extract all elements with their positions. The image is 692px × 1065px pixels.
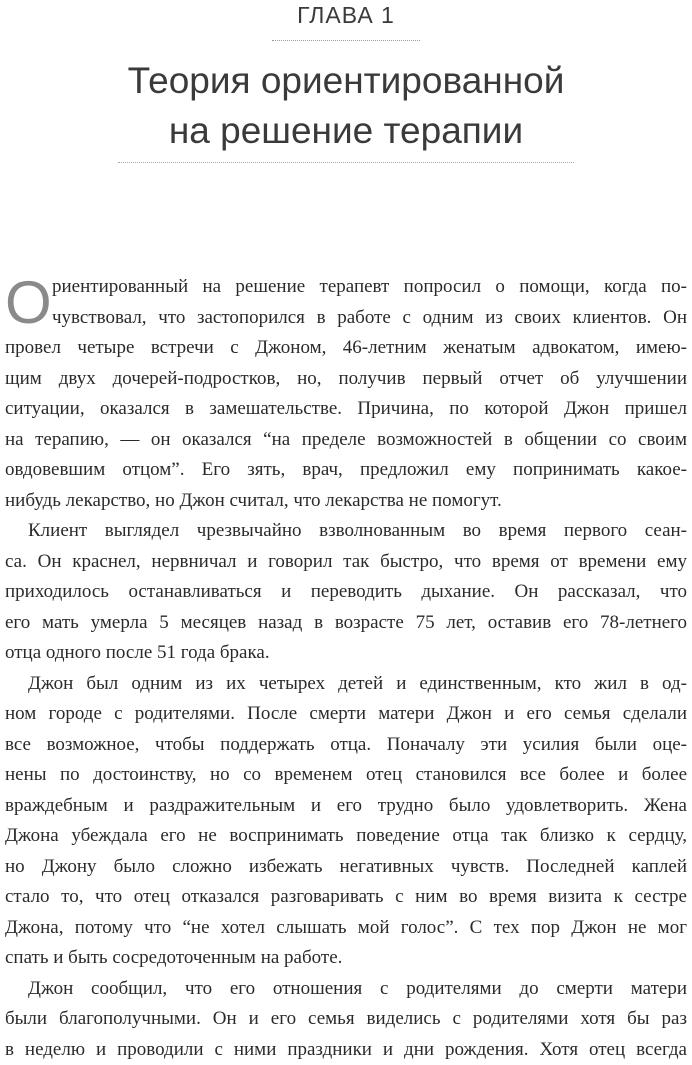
text-line: на терапию, — он оказался “на пределе возможностей в общении со своим	[0, 425, 692, 456]
text-line: овдовевшим отцом”. Его зять, врач, предложил ему попринимать какое-	[0, 455, 692, 486]
chapter-title-line-2: на решение терапии	[0, 106, 692, 156]
text-line: но Джону было сложно избежать негативных чувств. Последней каплей	[0, 852, 692, 883]
body-text	[0, 272, 692, 1065]
text-line: щим двух дочерей-подростков, но, получив первый отчет об улучшении	[0, 364, 692, 395]
text-line: Джон был одним из их четырех детей и единственным, кто жил в од-	[0, 669, 692, 700]
text-line: враждебным и раздражительным и его трудно было удовлетворить. Жена	[0, 791, 692, 822]
chapter-label-divider	[272, 40, 420, 41]
text-line: Джона, потому что “не хотел слышать мой голос”. С тех пор Джон не мог	[0, 913, 692, 944]
text-line: все возможное, чтобы поддержать отца. Поначалу эти усилия были оце-	[0, 730, 692, 761]
chapter-title	[0, 56, 692, 156]
text-line: отца одного после 51 года брака.	[0, 638, 692, 669]
drop-cap: О	[5, 274, 52, 332]
text-line: были благополучными. Он и его семья виделись с родителями хотя бы раз	[0, 1004, 692, 1035]
text-line: са. Он краснел, нервничал и говорил так быстро, что время от времени ему	[0, 547, 692, 578]
chapter-title-line-1: Теория ориентированной	[0, 56, 692, 106]
text-line: ситуации, оказался в замешательстве. Причина, по которой Джон пришел	[0, 394, 692, 425]
chapter-label: ГЛАВА 1	[0, 2, 692, 29]
text-line: нибудь лекарство, но Джон считал, что лекарства не помогут.	[0, 486, 692, 517]
text-line: его мать умерла 5 месяцев назад в возрасте 75 лет, оставив его 78-летнего	[0, 608, 692, 639]
text-line: в неделю и проводили с ними праздники и дни рождения. Хотя отец всегда	[0, 1035, 692, 1065]
text-line: Джона убеждала его не воспринимать поведение отца так близко к сердцу,	[0, 821, 692, 852]
text-line: риентированный на решение терапевт попросил о помощи, когда по-	[0, 272, 692, 303]
text-line: Джон сообщил, что его отношения с родителями до смерти матери	[0, 974, 692, 1005]
text-line: ном городе с родителями. После смерти матери Джон и его семья сделали	[0, 699, 692, 730]
text-line: нены по достоинству, но со временем отец становился все более и более	[0, 760, 692, 791]
paragraph-4	[0, 974, 692, 1065]
text-line: спать и быть сосредоточенным на работе.	[0, 943, 692, 974]
text-line: стало то, что отец отказался разговаривать с ним во время визита к сестре	[0, 882, 692, 913]
text-line: провел четыре встречи с Джоном, 46-летним женатым адвокатом, имею-	[0, 333, 692, 364]
paragraph-1	[0, 272, 692, 516]
paragraph-3	[0, 669, 692, 974]
text-line: приходилось останавливаться и переводить дыхание. Он рассказал, что	[0, 577, 692, 608]
text-line: Клиент выглядел чрезвычайно взволнованным во время первого сеан-	[0, 516, 692, 547]
paragraph-2	[0, 516, 692, 669]
chapter-title-divider	[118, 162, 574, 163]
text-line: чувствовал, что застопорился в работе с одним из своих клиентов. Он	[0, 303, 692, 334]
